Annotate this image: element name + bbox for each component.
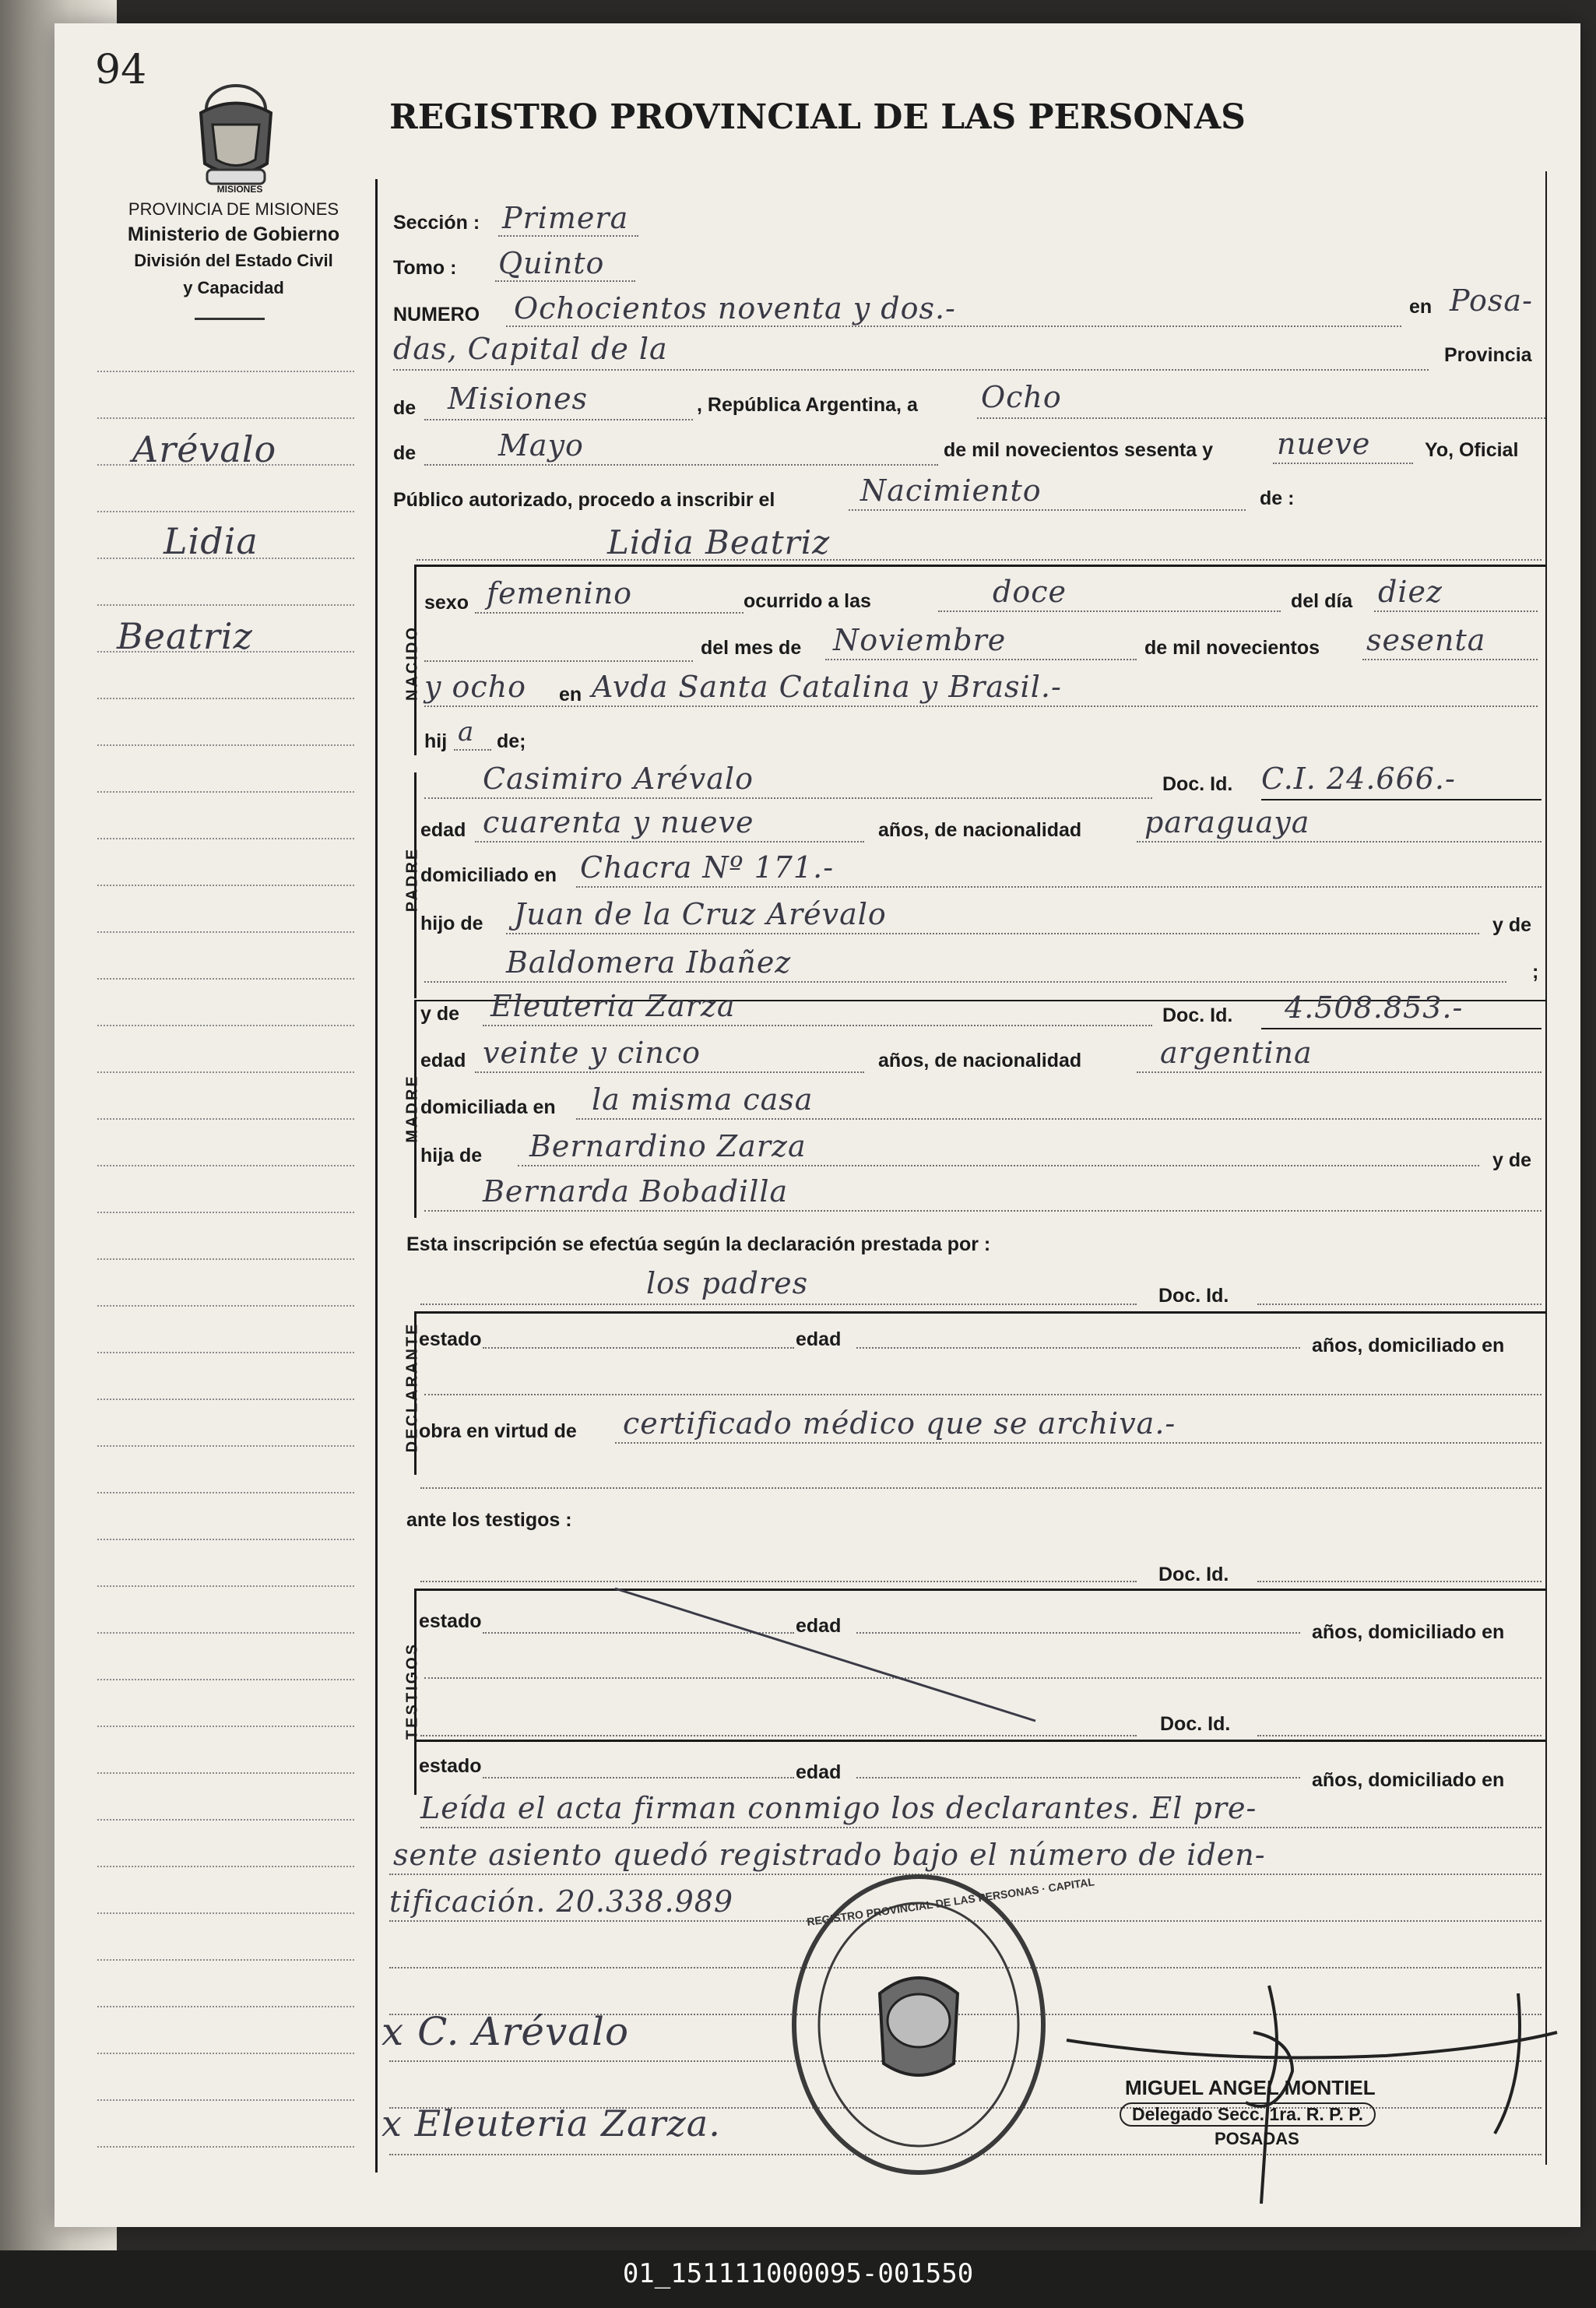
padre-dom-label: domiciliado en [420,864,557,886]
madre-y-de-label: y de [420,1003,460,1025]
ano-nac-cont-value: y ocho [424,670,527,704]
del-dia-label: del día [1291,590,1353,612]
padre-edad-label: edad [420,819,466,841]
hij-suffix-value: a [458,716,475,748]
crest-label: MISIONES [216,184,263,195]
declarante-edad-label: edad [796,1328,842,1350]
padre-doc-label: Doc. Id. [1162,773,1233,795]
testigo2-doc-label: Doc. Id. [1160,1713,1231,1735]
de-mes-label: de [393,442,417,464]
ocurrido-label: ocurrido a las [744,590,871,612]
ministry-label: Ministerio de Gobierno [127,223,340,245]
oficial-cargo: Delegado Secc. 1ra. R. P. P. [1120,2102,1376,2127]
madre-y-de-2-label: y de [1492,1149,1532,1171]
padre-nac-value: paraguaya [1144,805,1310,839]
signature-padre: x C. Arévalo [381,2009,630,2054]
header-divider [195,318,265,320]
cancel-stroke [607,1581,1043,1729]
padre-madre-value: Baldomera Ibañez [506,945,792,980]
capacity-label: y Capacidad [183,278,284,297]
oficial-nombre: MIGUEL ANGEL MONTIEL [1125,2076,1376,2099]
yo-oficial-label: Yo, Oficial [1425,439,1519,461]
capital-line-value: das, Capital de la [393,332,668,366]
testigo2-edad-label: edad [796,1761,842,1783]
cierre-line-2: sente asiento quedó registrado bajo el número de iden- [393,1838,1266,1872]
madre-edad-value: veinte y cinco [483,1036,701,1070]
seal-text: REGISTRO PROVINCIAL DE LAS PERSONAS · CAPITAL [806,1875,1095,1929]
hora-value: doce [993,575,1067,609]
ano-nac-value: sesenta [1366,623,1486,657]
cierre-line-1: Leída el acta firman conmigo los declarantes. El pre- [420,1791,1257,1825]
sexo-value: femenino [487,576,633,610]
obra-value: certificado médico que se archiva.- [623,1406,1176,1441]
dia-value: Ocho [981,380,1062,414]
testigos-side-label: TESTIGOS [403,1641,421,1740]
mes-value: Mayo [498,428,584,463]
testigo2-estado-label: estado [419,1755,482,1777]
page-title: REGISTRO PROVINCIAL DE LAS PERSONAS [389,97,1246,137]
seccion-value: Primera [502,201,629,235]
madre-nac-label: años, de nacionalidad [878,1050,1082,1071]
madre-nombre: Eleuteria Zarza [490,989,736,1023]
declarante-estado-label: estado [419,1328,482,1350]
inscripcion-label: Esta inscripción se efectúa según la declaración prestada por : [406,1233,991,1255]
testigos-label: ante los testigos : [406,1509,572,1531]
testigo1-estado-label: estado [419,1610,482,1632]
madre-padre-value: Bernardino Zarza [529,1129,807,1163]
provincia-value: Misiones [448,382,589,416]
del-mes-label: del mes de [701,637,802,659]
margin-second-name: Beatriz [117,615,253,657]
division-label: División del Estado Civil [134,251,333,270]
en-label: en [1409,296,1433,318]
oficial-lugar: POSADAS [1215,2129,1299,2148]
publico-label: Público autorizado, procedo a inscribir el [393,489,775,511]
hij-label: hij [424,730,448,752]
margin-surname: Arévalo [132,428,277,470]
padre-padre-value: Juan de la Cruz Arévalo [514,897,887,931]
testigo2-domicilio-label: años, domiciliado en [1312,1769,1505,1791]
padre-nac-label: años, de nacionalidad [878,819,1082,841]
de-colon-label: de : [1260,487,1295,509]
padre-edad-value: cuarenta y nueve [483,805,754,839]
tomo-label: Tomo : [393,257,457,279]
lugar-en-label: en [559,684,582,705]
padre-y-de-label: y de [1492,914,1532,936]
declarante-value: los padres [646,1266,809,1300]
madre-doc-value: 4.508.853.- [1285,990,1464,1025]
madre-dom-value: la misma casa [592,1082,814,1117]
padre-hijo-de-label: hijo de [420,913,483,934]
acto-value: Nacimiento [860,473,1042,508]
madre-doc-rule [1261,1028,1542,1029]
mes-nac-value: Noviembre [833,623,1007,657]
province-label: PROVINCIA DE MISIONES [128,199,339,219]
padre-doc-value: C.I. 24.666.- [1261,762,1456,796]
seccion-label: Sección : [393,212,480,234]
madre-side-label: MADRE [403,1074,421,1143]
nacido-top-rule [417,565,1545,567]
declarante-domicilio-label: años, domiciliado en [1312,1335,1505,1356]
declarante-doc-label: Doc. Id. [1158,1285,1229,1307]
provincia-label: Provincia [1444,344,1532,366]
madre-doc-label: Doc. Id. [1162,1004,1233,1026]
lugar-value: Avda Santa Catalina y Brasil.- [592,670,1062,704]
image-id: 01_151111000095-001550 [622,2258,974,2289]
mil-novecientos-label: de mil novecientos sesenta y [944,439,1213,461]
testigo2-rule [417,1740,1545,1742]
main-frame-right [1545,171,1547,2165]
inscripto-nombre: Lidia Beatriz [607,523,831,561]
sexo-label: sexo [424,592,469,614]
signature-madre: x Eleuteria Zarza. [381,2102,721,2144]
padre-sep: ; [1532,961,1539,983]
de-mil-nov-label: de mil novecientos [1144,637,1320,659]
cierre-line-3: tificación. 20.338.989 [389,1884,734,1919]
numero-value: Ochocientos noventa y dos.- [514,291,956,325]
city-value: Posa- [1450,283,1533,318]
republica-label: , República Argentina, a [697,394,918,416]
madre-dom-label: domiciliada en [420,1096,556,1118]
madre-nac-value: argentina [1160,1036,1313,1070]
testigo1-edad-label: edad [796,1615,842,1637]
main-frame-left [375,179,378,2173]
ano-value: nueve [1277,427,1371,461]
testigo1-domicilio-label: años, domiciliado en [1312,1621,1505,1643]
declarante-side-label: DECLARANTE [403,1321,421,1453]
declarante-top-rule [417,1311,1545,1314]
obra-label: obra en virtud de [419,1420,577,1442]
padre-side-label: PADRE [403,846,421,913]
dia-nac-value: diez [1378,575,1443,609]
page-number: 94 [95,47,147,93]
padre-dom-value: Chacra Nº 171.- [580,850,835,885]
numero-label: NUMERO [393,304,480,325]
de-label: de [393,397,417,419]
margin-first-name: Lidia [163,520,258,562]
madre-edad-label: edad [420,1050,466,1071]
hij-de-label: de; [497,730,526,752]
nacido-side-label: NACIDO [403,625,421,701]
province-crest [185,78,287,187]
padre-doc-rule [1261,799,1542,800]
tomo-value: Quinto [498,246,605,280]
testigo1-doc-label: Doc. Id. [1158,1564,1229,1585]
padre-nombre: Casimiro Arévalo [483,762,754,796]
madre-madre-value: Bernarda Bobadilla [483,1174,789,1209]
madre-hija-de-label: hija de [420,1145,483,1166]
